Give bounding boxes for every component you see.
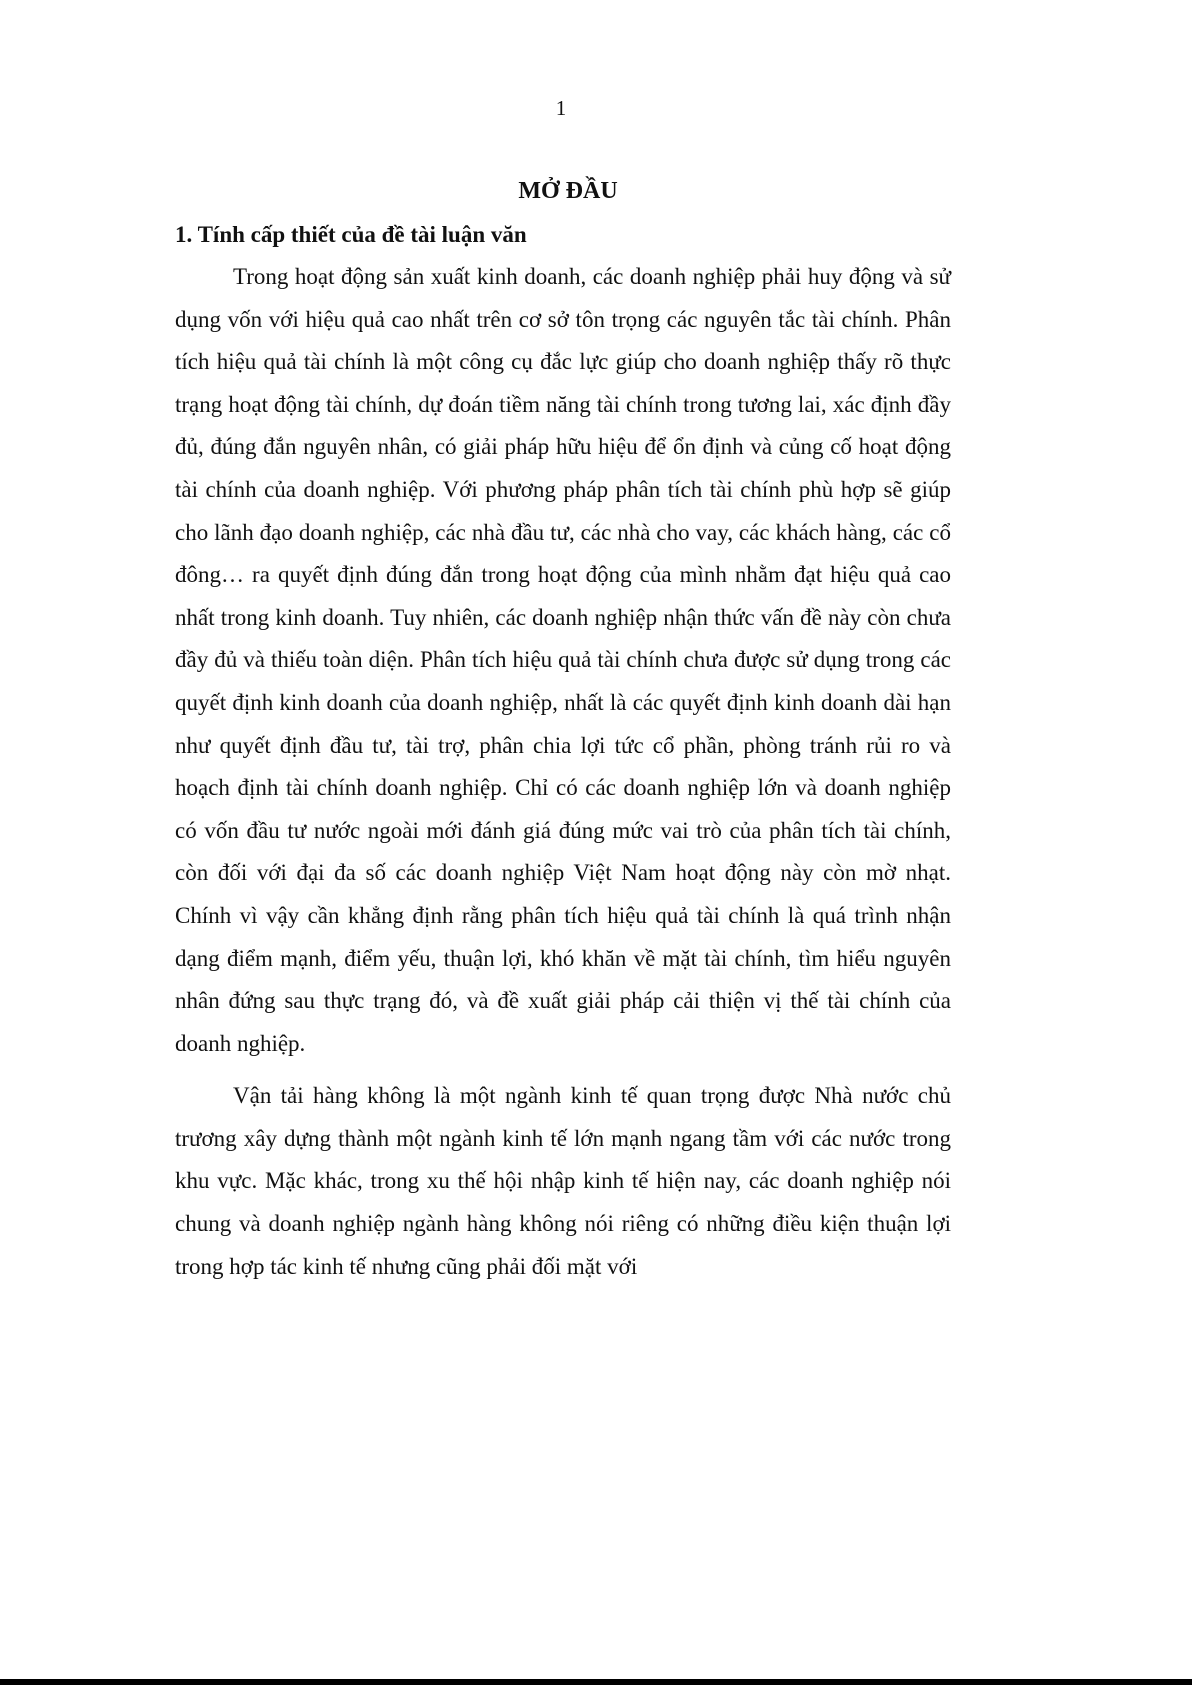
page-number: 1 [555, 96, 567, 120]
bottom-edge-bar [0, 1679, 1192, 1685]
chapter-title: MỞ ĐẦU [518, 178, 618, 204]
paragraph-1: Trong hoạt động sản xuất kinh doanh, các doanh nghiệp phải huy động và sử dụng vốn với hiệu quả cao nhất trên cơ sở tôn trọng các nguyên tắc tài chính. Phân tích hiệu quả tài chính là một công cụ đắc lực giúp cho doanh nghiệp thấy rõ thực trạng hoạt động tài chính, dự đoán tiềm năng tài chính trong tương lai, xác định đầy đủ, đúng đắn nguyên nhân, có giải pháp hữu hiệu để ổn định và củng cố hoạt động tài chính của doanh nghiệp. Với phương pháp phân tích tài chính phù hợp sẽ giúp cho lãnh đạo doanh nghiệp, các nhà đầu tư, các nhà cho vay, các khách hàng, các cổ đông… ra quyết định đúng đắn trong hoạt động của mình nhằm đạt hiệu quả cao nhất trong kinh doanh. Tuy nhiên, các doanh nghiệp nhận thức vấn đề này còn chưa đầy đủ và thiếu toàn diện. Phân tích hiệu quả tài chính chưa được sử dụng trong các quyết định kinh doanh của doanh nghiệp, nhất là các quyết định kinh doanh dài hạn như quyết định đầu tư, tài trợ, phân chia lợi tức cổ phần, phòng tránh rủi ro và hoạch định tài chính doanh nghiệp. Chỉ có các doanh nghiệp lớn và doanh nghiệp có vốn đầu tư nước ngoài mới đánh giá đúng mức vai trò của phân tích tài chính, còn đối với đại đa số các doanh nghiệp Việt Nam hoạt động này còn mờ nhạt. Chính vì vậy cần khẳng định rằng phân tích hiệu quả tài chính là quá trình nhận dạng điểm mạnh, điểm yếu, thuận lợi, khó khăn về mặt tài chính, tìm hiểu nguyên nhân đứng sau thực trạng đó, và đề xuất giải pháp cải thiện vị thế tài chính của doanh nghiệp. [175, 264, 951, 1056]
section-heading: 1. Tính cấp thiết của đề tài luận văn [175, 222, 527, 247]
paragraph-2: Vận tải hàng không là một ngành kinh tế quan trọng được Nhà nước chủ trương xây dựng thành một ngành kinh tế lớn mạnh ngang tầm với các nước trong khu vực. Mặc khác, trong xu thế hội nhập kinh tế hiện nay, các doanh nghiệp nói chung và doanh nghiệp ngành hàng không nói riêng có những điều kiện thuận lợi trong hợp tác kinh tế nhưng cũng phải đối mặt với [175, 1083, 951, 1279]
page-content [175, 172, 951, 1288]
